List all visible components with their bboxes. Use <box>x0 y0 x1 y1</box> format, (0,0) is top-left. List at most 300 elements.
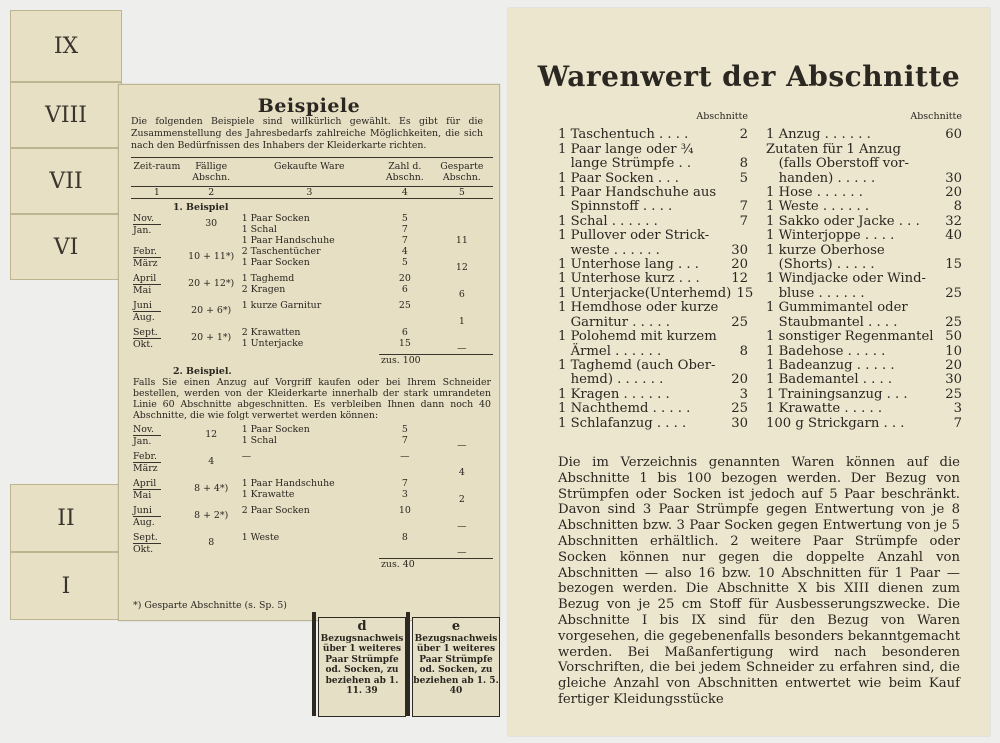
goods-coupons <box>726 143 748 157</box>
goods-cell <box>240 213 379 246</box>
goods-cell <box>240 300 379 327</box>
goods-coupons: 3 <box>739 386 748 402</box>
goods-column-right <box>766 110 962 431</box>
period-start: Sept. <box>133 532 161 544</box>
goods-coupons: 20 <box>945 357 962 373</box>
goods-coupons: 2 <box>739 127 748 143</box>
due-cell <box>183 300 240 327</box>
goods-name: 1 Nachthemd . . . . . <box>558 401 691 417</box>
examples-intro: Die folgenden Beispiele sind willkürlich gewählt. Es gibt für die Zusammenstellung des Jahresbedarfs zahlreiche Möglichkeiten, die sich nach den Bedürfnissen des Inhabers der Kleiderkarte richten. <box>131 116 483 151</box>
example-2-sum: zus. 40 <box>379 559 493 571</box>
goods-cell <box>240 451 379 478</box>
table-row <box>131 246 493 273</box>
goods-name: 1 Hose . . . . . . <box>766 185 863 201</box>
examples-title: Beispiele <box>257 95 361 117</box>
count-value: 15 <box>398 338 411 349</box>
count-value: 6 <box>401 284 408 295</box>
due-cell <box>183 451 240 478</box>
period-end: Okt. <box>133 339 154 350</box>
saved-cell <box>431 451 493 478</box>
period-end: März <box>133 462 158 474</box>
goods-row <box>766 417 962 431</box>
period-cell <box>131 300 183 327</box>
goods-coupons: 12 <box>731 271 748 287</box>
period-end: Jan. <box>133 225 152 236</box>
goods-name: Spinnstoff . . . . <box>558 199 673 215</box>
goods-item: 1 Schal <box>241 224 277 235</box>
count-value: 4 <box>401 246 408 257</box>
goods-name: 1 Unterhose kurz . . . <box>558 271 700 287</box>
goods-row <box>558 373 748 387</box>
count-cell <box>379 424 431 451</box>
count-value: 7 <box>401 477 408 489</box>
goods-coupons: 30 <box>731 415 748 431</box>
count-cell <box>379 451 431 478</box>
goods-row <box>558 157 748 171</box>
goods-name: 1 Taschentuch . . . . <box>558 127 689 143</box>
table-row <box>131 505 493 532</box>
period-start: Juni <box>133 505 161 517</box>
due-value: 8 + 2*) <box>194 509 229 521</box>
goods-coupons: 15 <box>736 285 754 301</box>
due-value: 20 + 1*) <box>191 332 232 343</box>
due-value: 4 <box>208 455 215 467</box>
count-cell <box>379 327 431 354</box>
count-value: 10 <box>398 504 411 516</box>
period-cell <box>131 213 183 246</box>
goods-row <box>558 186 748 200</box>
due-cell <box>183 478 240 505</box>
table-row <box>131 300 493 327</box>
period-end: Jan. <box>133 435 152 447</box>
goods-name: 1 Paar Socken . . . <box>558 170 679 186</box>
coupon-edge <box>312 612 316 716</box>
goods-coupons <box>726 229 748 243</box>
saved-value: 6 <box>458 289 465 300</box>
goods-coupons: 50 <box>945 329 962 345</box>
goods-item: 1 kurze Garnitur <box>241 300 322 311</box>
goods-coupons <box>726 301 748 315</box>
column-header: Abschnitte <box>910 111 962 122</box>
tab-viii: VIII <box>10 82 122 148</box>
goods-cell <box>240 424 379 451</box>
col-header-due: Fällige Abschn. <box>183 158 240 187</box>
table-row <box>131 424 493 451</box>
goods-row <box>558 229 748 243</box>
goods-row <box>766 272 962 286</box>
goods-coupons: 10 <box>945 343 962 359</box>
period-cell <box>131 532 183 559</box>
goods-cell <box>240 478 379 505</box>
saved-cell <box>431 478 493 505</box>
saved-cell <box>431 300 493 327</box>
table-row <box>131 213 493 246</box>
column-header: Abschnitte <box>696 111 748 122</box>
goods-row <box>766 316 962 330</box>
goods-name: 1 Anzug . . . . . . <box>766 127 871 143</box>
goods-row <box>558 215 748 229</box>
goods-row <box>766 200 962 214</box>
tab-vii: VII <box>10 148 122 214</box>
col-number: 1 <box>131 187 183 199</box>
goods-row <box>558 345 748 359</box>
saved-value: 12 <box>455 262 468 273</box>
goods-coupons: 7 <box>739 199 748 215</box>
goods-name: Garnitur . . . . . <box>558 314 671 330</box>
due-cell <box>183 532 240 559</box>
goods-row <box>558 285 754 301</box>
goods-row <box>558 143 748 157</box>
goods-row <box>558 330 748 344</box>
saved-value: — <box>457 342 467 354</box>
goods-row <box>766 359 962 373</box>
period-cell <box>131 246 183 273</box>
goods-row <box>766 330 962 344</box>
goods-name: weste . . . . . . <box>558 242 660 258</box>
goods-name: 1 Schal . . . . . . <box>558 213 658 229</box>
goods-coupons: 25 <box>731 401 748 417</box>
tab-ix: IX <box>10 10 122 82</box>
goods-row <box>766 215 962 229</box>
saved-cell <box>431 246 493 273</box>
goods-name: (Shorts) . . . . . <box>766 257 875 273</box>
period-end: Aug. <box>133 312 155 323</box>
goods-coupons <box>726 330 748 344</box>
goods-row <box>766 388 962 402</box>
count-cell <box>379 478 431 505</box>
due-value: 20 + 12*) <box>188 278 235 289</box>
explanation-paragraph: Die im Verzeichnis genannten Waren können auf die Abschnitte 1 bis 100 bezogen werden. Der Bezug von Strümpfen oder Socken ist jedoch auf 5 Paar beschränkt. Davon sind 3 Paar Strümpfe gegen Entwertung von je 8 Abschnitten bzw. 3 Paar Socken gegen Entwertung von je 5 Abschnitten erhältlich. 2 weitere Paar Strümpfe oder Socken können nur gegen die doppelte Anzahl von Abschnitten — also 16 bzw. 10 Abschnitten für 1 Paar — bezogen werden. Die Abschnitte X bis XIII dienen zum Bezug von je 25 cm Stoff für Ausbesserungszwecke. Die Abschnitte I bis IX sind für den Bezug von Waren vorgesehen, die gegebenenfalls besonders bekanntgemacht werden. Bei Maßanfertigung wird nach besonderen Vorschriften, die bei jedem Schneider zu erfahren sind, die gleiche Anzahl von Abschnitten entwertet wie beim Kauf fertiger Kleidungsstücke <box>558 455 960 707</box>
saved-value: — <box>457 439 467 451</box>
goods-name: 1 Unterjacke(Unterhemd) <box>558 285 732 301</box>
goods-cell <box>240 327 379 354</box>
goods-row <box>558 417 748 431</box>
goods-name: Staubmantel . . . . <box>766 314 898 330</box>
due-cell <box>183 327 240 354</box>
period-end: Mai <box>133 285 152 296</box>
count-value: 6 <box>401 327 408 338</box>
goods-name: 1 Paar Handschuhe aus <box>558 185 717 201</box>
count-value: 25 <box>398 300 411 311</box>
saved-cell <box>431 273 493 300</box>
goods-name: 1 Badehose . . . . . <box>766 343 886 359</box>
count-value: 7 <box>401 224 408 235</box>
goods-name: lange Strümpfe . . <box>558 156 692 172</box>
goods-row <box>558 200 748 214</box>
period-start: Nov. <box>133 424 161 436</box>
goods-item: 1 Unterjacke <box>241 338 304 349</box>
goods-value-page <box>508 8 990 736</box>
coupon-letter: d <box>357 619 367 634</box>
goods-name: 1 Taghemd (auch Ober- <box>558 357 716 373</box>
period-cell <box>131 478 183 505</box>
goods-name: (falls Oberstoff vor- <box>766 156 909 172</box>
count-cell <box>379 246 431 273</box>
goods-name: handen) . . . . . <box>766 170 876 186</box>
goods-row <box>766 402 962 416</box>
example-1-sum: zus. 100 <box>379 354 493 366</box>
goods-row <box>766 143 962 157</box>
goods-coupons: 30 <box>731 242 748 258</box>
goods-name: 1 Weste . . . . . . <box>766 199 870 215</box>
coupon-text: Bezugsnachweis über 1 weiteres Paar Strümpfe od. Socken, zu beziehen ab 1. 11. 39 <box>320 633 404 696</box>
goods-coupons <box>940 157 962 171</box>
col-header-count: Zahl d. Abschn. <box>379 158 431 187</box>
due-value: 8 + 4*) <box>194 482 229 494</box>
goods-coupons: 30 <box>945 170 962 186</box>
goods-item: 1 Paar Socken <box>241 257 310 268</box>
goods-item: — <box>241 450 252 462</box>
goods-name: 1 Polohemd mit kurzem <box>558 329 717 345</box>
saved-cell <box>431 505 493 532</box>
saved-cell <box>431 327 493 354</box>
period-start: Febr. <box>133 246 161 258</box>
period-end: Mai <box>133 489 152 501</box>
col-number: 4 <box>379 187 431 199</box>
period-end: Okt. <box>133 543 154 555</box>
goods-coupons <box>726 186 748 200</box>
goods-row <box>558 272 748 286</box>
saved-value: 2 <box>458 493 465 505</box>
table-row <box>131 327 493 354</box>
goods-row <box>766 287 962 301</box>
goods-value-title: Warenwert der Abschnitte <box>537 60 961 93</box>
goods-name: Ärmel . . . . . . <box>558 343 662 359</box>
period-cell <box>131 424 183 451</box>
goods-name: bluse . . . . . . <box>766 285 865 301</box>
period-cell <box>131 273 183 300</box>
goods-name: 1 Bademantel . . . . <box>766 372 893 388</box>
goods-name: Zutaten für 1 Anzug <box>766 141 901 157</box>
due-value: 10 + 11*) <box>188 251 235 262</box>
saved-value: — <box>457 520 467 532</box>
goods-coupons: 8 <box>739 343 748 359</box>
due-value: 30 <box>205 218 218 229</box>
goods-name: 1 Windjacke oder Wind- <box>766 271 926 287</box>
example-1-title: 1. Beispiel <box>173 202 229 213</box>
goods-name: hemd) . . . . . . <box>558 372 664 388</box>
count-cell <box>379 532 431 559</box>
goods-row <box>766 345 962 359</box>
tab-i: I <box>10 552 122 620</box>
goods-coupons: 15 <box>945 257 962 273</box>
goods-coupons: 20 <box>945 185 962 201</box>
goods-name: 1 Sakko oder Jacke . . . <box>766 213 920 229</box>
goods-row <box>558 128 748 142</box>
goods-cell <box>240 246 379 273</box>
goods-coupons: 30 <box>945 372 962 388</box>
goods-row <box>558 388 748 402</box>
count-cell <box>379 300 431 327</box>
period-end: Aug. <box>133 516 155 528</box>
col-header-period: Zeit-raum <box>131 158 183 187</box>
goods-item: 1 Krawatte <box>241 488 295 500</box>
count-value: 3 <box>401 488 408 500</box>
goods-name: 1 Unterhose lang . . . <box>558 257 699 273</box>
count-cell <box>379 213 431 246</box>
tab-ii: II <box>10 484 122 552</box>
saved-value: 1 <box>458 316 465 327</box>
example-2-title: 2. Beispiel. <box>173 365 232 377</box>
goods-coupons: 25 <box>731 314 748 330</box>
goods-row <box>558 301 748 315</box>
goods-coupons: 7 <box>953 415 962 431</box>
goods-item: 1 Weste <box>241 531 280 543</box>
table-row <box>131 478 493 505</box>
count-value: 7 <box>401 434 408 446</box>
goods-coupons: 20 <box>731 257 748 273</box>
goods-row <box>766 186 962 200</box>
goods-name: 1 Trainingsanzug . . . <box>766 386 908 402</box>
period-cell <box>131 327 183 354</box>
goods-row <box>558 244 748 258</box>
goods-row <box>558 316 748 330</box>
coupon-d <box>318 617 406 717</box>
count-value: 8 <box>401 531 408 543</box>
goods-row <box>558 172 748 186</box>
goods-coupons: 7 <box>739 213 748 229</box>
goods-item: 1 Taghemd <box>241 273 295 284</box>
table-row <box>131 451 493 478</box>
saved-value: 11 <box>455 235 468 246</box>
goods-row <box>766 244 962 258</box>
goods-name: 1 kurze Oberhose <box>766 242 885 258</box>
goods-coupons <box>940 244 962 258</box>
coupon-divider <box>406 612 410 716</box>
period-cell <box>131 505 183 532</box>
period-end: März <box>133 258 158 269</box>
due-cell <box>183 505 240 532</box>
goods-coupons <box>940 301 962 315</box>
goods-coupons: 25 <box>945 314 962 330</box>
goods-coupons: 5 <box>739 170 748 186</box>
period-start: April <box>133 273 161 285</box>
goods-row <box>766 258 962 272</box>
due-cell <box>183 273 240 300</box>
period-start: Nov. <box>133 213 161 225</box>
goods-item: 1 Paar Socken <box>241 423 310 435</box>
goods-name: 1 Krawatte . . . . . <box>766 401 883 417</box>
due-cell <box>183 246 240 273</box>
goods-name: 1 sonstiger Regenmantel <box>766 329 934 345</box>
count-cell <box>379 273 431 300</box>
count-value: 7 <box>401 235 408 246</box>
example-2-text: Falls Sie einen Anzug auf Vorgriff kaufen oder bei Ihrem Schneider bestellen, werden von der Kleiderkarte innerhalb der stark umrandeten Linie 60 Abschnitte abgeschnitten. Es verbleiben Ihnen dann noch 40 Abschnitte, die wie folgt verwertet werden können: <box>133 376 491 421</box>
count-value: 5 <box>401 257 408 268</box>
goods-row <box>558 258 748 272</box>
footnote: *) Gesparte Abschnitte (s. Sp. 5) <box>133 600 287 611</box>
examples-table <box>131 157 493 570</box>
goods-coupons: 32 <box>945 213 962 229</box>
due-value: 12 <box>205 428 218 440</box>
goods-row <box>766 373 962 387</box>
goods-coupons: 3 <box>953 401 962 417</box>
goods-coupons: 60 <box>945 127 962 143</box>
goods-row <box>766 128 962 142</box>
goods-item: 1 Paar Handschuhe <box>241 477 335 489</box>
col-header-saved: Gesparte Abschn. <box>431 158 493 187</box>
goods-item: 2 Paar Socken <box>241 504 310 516</box>
col-number: 3 <box>240 187 379 199</box>
goods-row <box>558 359 748 373</box>
col-header-goods: Gekaufte Ware <box>240 158 379 187</box>
goods-name: 1 Schlafanzug . . . . <box>558 415 687 431</box>
period-start: Juni <box>133 300 161 312</box>
goods-row <box>766 157 962 171</box>
goods-row <box>558 402 748 416</box>
count-cell <box>379 505 431 532</box>
goods-name: 1 Paar lange oder ¾ <box>558 141 694 157</box>
count-value: 20 <box>398 273 411 284</box>
saved-value: — <box>457 547 467 558</box>
saved-cell <box>431 213 493 246</box>
goods-name: 1 Winterjoppe . . . . <box>766 228 895 244</box>
goods-item: 2 Krawatten <box>241 327 301 338</box>
goods-row <box>766 229 962 243</box>
count-value: 5 <box>401 213 408 224</box>
goods-row <box>766 172 962 186</box>
goods-column-left <box>558 110 754 431</box>
goods-coupons: 8 <box>739 156 748 172</box>
col-number: 2 <box>183 187 240 199</box>
goods-coupons: 20 <box>731 372 748 388</box>
period-cell <box>131 451 183 478</box>
goods-name: 1 Hemdhose oder kurze <box>558 300 719 316</box>
period-start: Sept. <box>133 327 161 339</box>
goods-row <box>766 301 962 315</box>
examples-panel <box>118 84 500 621</box>
saved-value: 4 <box>458 466 465 478</box>
goods-name: 100 g Strickgarn . . . <box>766 415 905 431</box>
goods-cell <box>240 532 379 559</box>
goods-cell <box>240 273 379 300</box>
period-start: Febr. <box>133 451 161 463</box>
goods-coupons: 25 <box>945 386 962 402</box>
table-row <box>131 532 493 559</box>
coupon-e <box>412 617 500 717</box>
goods-item: 2 Taschentücher <box>241 246 321 257</box>
goods-cell <box>240 505 379 532</box>
goods-coupons: 40 <box>945 228 962 244</box>
due-value: 20 + 6*) <box>191 305 232 316</box>
due-cell <box>183 213 240 246</box>
goods-name: 1 Badeanzug . . . . . <box>766 357 895 373</box>
saved-cell <box>431 424 493 451</box>
tab-vi: VI <box>10 214 122 280</box>
goods-item: 1 Schal <box>241 434 277 446</box>
due-cell <box>183 424 240 451</box>
goods-coupons: 8 <box>953 199 962 215</box>
count-value: — <box>400 450 410 462</box>
goods-item: 2 Kragen <box>241 284 286 295</box>
coupon-text: Bezugsnachweis über 1 weiteres Paar Strümpfe od. Socken, zu beziehen ab 1. 5. 40 <box>413 633 499 696</box>
goods-item: 1 Paar Socken <box>241 213 310 224</box>
period-start: April <box>133 478 161 490</box>
goods-name: 1 Gummimantel oder <box>766 300 908 316</box>
goods-item: 1 Paar Handschuhe <box>241 235 335 246</box>
table-row <box>131 273 493 300</box>
coupon-letter: e <box>451 619 461 634</box>
goods-coupons <box>940 143 962 157</box>
due-value: 8 <box>208 536 215 548</box>
goods-name: 1 Pullover oder Strick- <box>558 228 710 244</box>
goods-coupons <box>940 272 962 286</box>
count-value: 5 <box>401 423 408 435</box>
saved-cell <box>431 532 493 559</box>
col-number: 5 <box>431 187 493 199</box>
goods-coupons: 25 <box>945 285 962 301</box>
goods-name: 1 Kragen . . . . . . <box>558 386 670 402</box>
